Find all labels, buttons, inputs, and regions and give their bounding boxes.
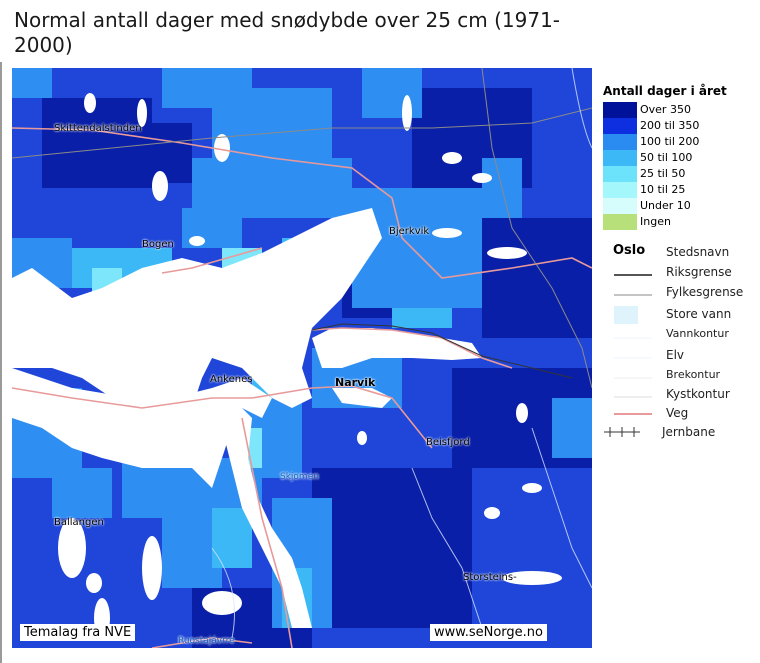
symbol-brekontur xyxy=(600,367,760,385)
place-storsteins: Storsteins- xyxy=(463,572,517,583)
symbol-label: Jernbane xyxy=(662,425,716,439)
legend-class-label: Over 350 xyxy=(640,103,691,116)
symbol-store-vann xyxy=(600,306,760,324)
legend-class xyxy=(600,214,755,230)
legend-title: Antall dager i året xyxy=(603,84,727,98)
symbol-fylkesgrense xyxy=(600,284,760,302)
legend-class xyxy=(600,150,755,166)
symbol-elv xyxy=(600,347,760,365)
legend-swatch xyxy=(603,166,637,182)
symbol-kystkontur xyxy=(600,386,760,404)
fylkesgrense-line-icon xyxy=(614,284,654,302)
legend xyxy=(600,84,755,230)
place-skjomen: Skjomen xyxy=(280,472,319,482)
place-ankenes: Ankenes xyxy=(210,374,253,385)
vannkontur-line-icon xyxy=(614,326,654,344)
legend-class-label: 25 til 50 xyxy=(640,167,686,180)
jernbane-line-icon xyxy=(604,424,644,442)
map-canvas xyxy=(12,68,592,648)
veg-line-icon xyxy=(614,405,654,423)
stedsnavn-sample: Oslo xyxy=(613,243,646,258)
legend-class-label: 200 til 350 xyxy=(640,119,700,132)
place-skittendalstinden: Skittendalstinden xyxy=(54,123,142,134)
legend-class-label: 50 til 100 xyxy=(640,151,693,164)
credit-site[interactable]: www.seNorge.no xyxy=(430,624,547,641)
legend-swatch xyxy=(603,150,637,166)
symbol-riksgrense xyxy=(600,264,760,282)
place-ruostajavrre: Ruostajávrre xyxy=(178,636,235,646)
legend-swatch xyxy=(603,214,637,230)
symbol-jernbane xyxy=(600,424,760,442)
legend-class xyxy=(600,118,755,134)
place-ballangen: Ballangen xyxy=(54,517,104,528)
window-edge xyxy=(0,62,2,663)
symbol-label: Veg xyxy=(666,406,689,420)
place-bjerkvik: Bjerkvik xyxy=(389,226,430,237)
place-bogen: Bogen xyxy=(142,239,174,250)
legend-class xyxy=(600,102,755,118)
legend-class-label: Ingen xyxy=(640,215,671,228)
legend-class xyxy=(600,166,755,182)
symbol-stedsnavn xyxy=(600,244,760,262)
elv-line-icon xyxy=(614,347,654,365)
snow-depth-map[interactable] xyxy=(12,68,592,648)
brekontur-line-icon xyxy=(614,367,654,385)
riksgrense-line-icon xyxy=(614,264,654,282)
symbol-label: Vannkontur xyxy=(666,327,729,340)
symbol-label: Kystkontur xyxy=(666,387,730,401)
legend-class-label: 100 til 200 xyxy=(640,135,700,148)
store-vann-swatch xyxy=(614,306,638,324)
legend-classes xyxy=(600,102,755,230)
symbol-label: Riksgrense xyxy=(666,265,732,279)
legend-swatch xyxy=(603,102,637,118)
legend-class xyxy=(600,134,755,150)
legend-swatch xyxy=(603,118,637,134)
symbol-label: Fylkesgrense xyxy=(666,285,744,299)
place-narvik: Narvik xyxy=(335,376,376,389)
map-title: Normal antall dager med snødybde over 25 cm (1971-2000) xyxy=(14,8,561,57)
symbol-label: Brekontur xyxy=(666,368,721,381)
symbol-veg xyxy=(600,405,760,423)
legend-class-label: 10 til 25 xyxy=(640,183,686,196)
symbol-label: Elv xyxy=(666,348,685,362)
legend-swatch xyxy=(603,198,637,214)
legend-class-label: Under 10 xyxy=(640,199,691,212)
legend-class xyxy=(600,182,755,198)
symbol-label: Stedsnavn xyxy=(666,245,730,259)
legend-swatch xyxy=(603,182,637,198)
legend-class xyxy=(600,198,755,214)
kystkontur-line-icon xyxy=(614,386,654,404)
symbol-label: Store vann xyxy=(666,307,732,321)
place-beisfjord: Beisfjord xyxy=(426,437,470,448)
credit-theme: Temalag fra NVE xyxy=(20,624,135,641)
symbol-vannkontur xyxy=(600,326,760,344)
legend-swatch xyxy=(603,134,637,150)
